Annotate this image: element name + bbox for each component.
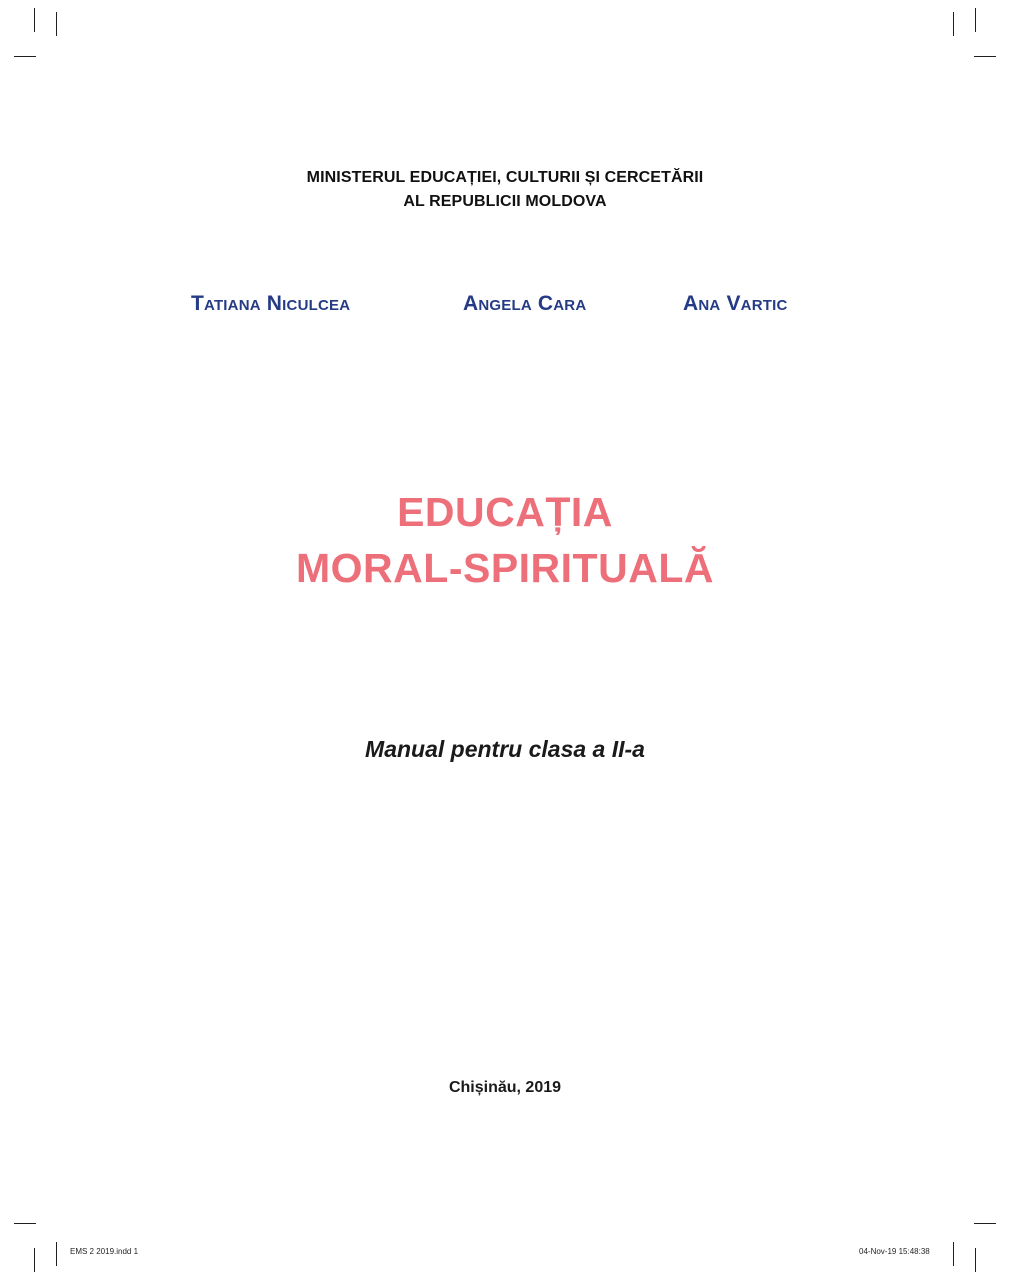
book-title-line-2: MORAL-SPIRITUALĂ — [296, 545, 714, 591]
ministry-line-2: AL REPUBLICII MOLDOVA — [403, 193, 607, 210]
author-3: Ana Vartic — [683, 292, 788, 315]
author-1: Tatiana Niculcea — [191, 292, 351, 315]
ministry-header — [0, 166, 1010, 214]
crop-mark-bottom-left-vertical-inner — [56, 1242, 57, 1266]
book-title — [0, 484, 1010, 596]
author-2: Angela Cara — [463, 292, 587, 315]
slug-timestamp: 04-Nov-19 15:48:38 — [859, 1247, 930, 1256]
imprint-place-year: Chișinău, 2019 — [448, 1079, 562, 1096]
crop-mark-bottom-right-vertical-inner — [953, 1242, 954, 1266]
crop-mark-top-left-vertical-inner — [56, 12, 57, 36]
crop-mark-top-left-vertical-outer — [34, 8, 35, 32]
book-subtitle: Manual pentru clasa a II-a — [365, 736, 645, 762]
crop-mark-bottom-right-horizontal — [974, 1223, 996, 1224]
crop-mark-bottom-left-horizontal — [14, 1223, 36, 1224]
crop-mark-top-right-vertical-outer — [975, 8, 976, 32]
book-title-line-1: EDUCAȚIA — [397, 489, 613, 535]
slug-filename: EMS 2 2019.indd 1 — [70, 1247, 139, 1256]
crop-mark-bottom-left-vertical-outer — [34, 1248, 35, 1272]
crop-mark-top-right-vertical-inner — [953, 12, 954, 36]
crop-mark-bottom-right-vertical-outer — [975, 1248, 976, 1272]
crop-mark-top-right-horizontal — [974, 56, 996, 57]
ministry-line-1: MINISTERUL EDUCAȚIEI, CULTURII ȘI CERCETĂRII — [306, 169, 704, 186]
crop-mark-top-left-horizontal — [14, 56, 36, 57]
